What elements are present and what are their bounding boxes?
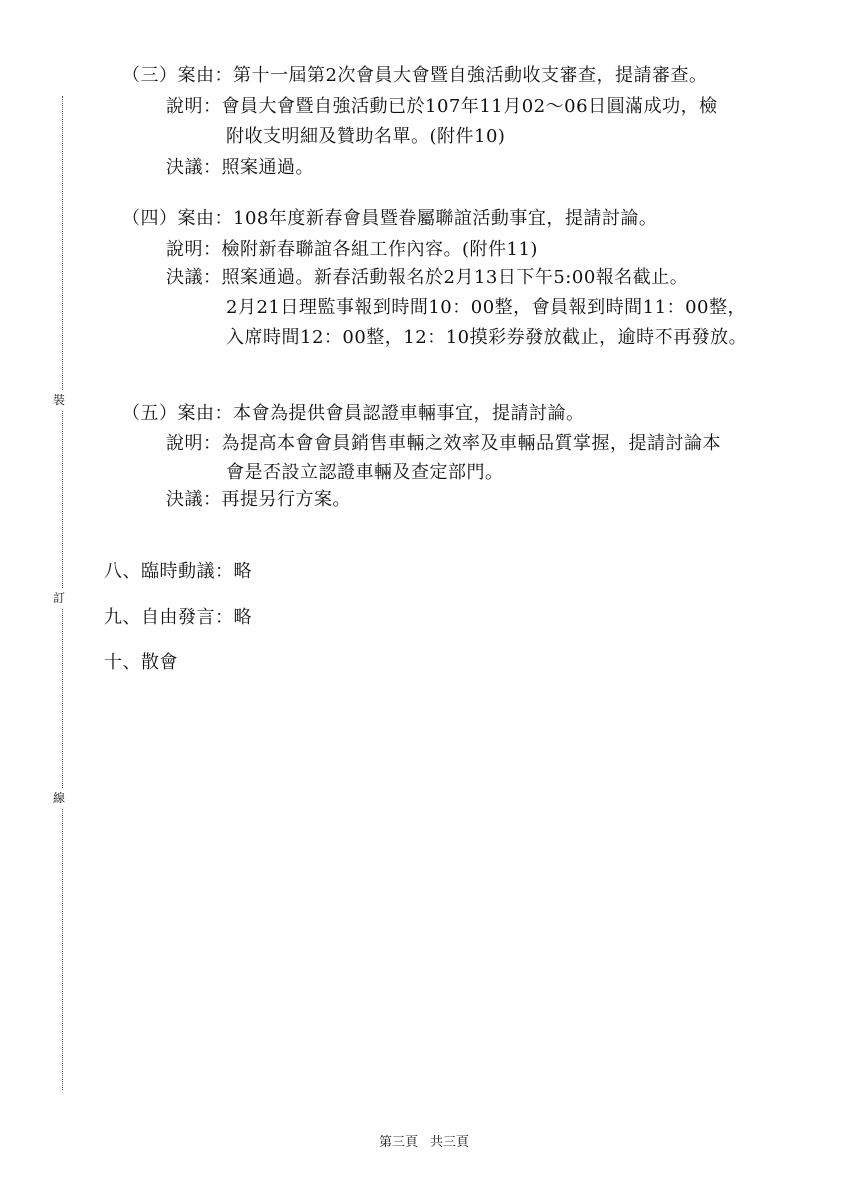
page-footer (0, 1131, 848, 1150)
item-4-subject: 108年度新春會員暨眷屬聯誼活動事宜，提請討論。 (233, 208, 658, 229)
item-5-subject-line (122, 402, 585, 426)
section-nine: 九、自由發言：略 (104, 607, 252, 628)
item-4-subject-line (122, 207, 657, 231)
item-5-decision-label: 決議： (166, 489, 222, 510)
footer-page-number: 第三頁 (378, 1135, 418, 1150)
item-4-decision-line-2: 2月21日理監事報到時間10：00整，會員報到時間11：00整， (226, 297, 746, 318)
item-5-explain-label: 說明： (166, 433, 222, 454)
item-4-decision-label: 決議： (166, 267, 222, 288)
item-5-explain-1: 為提高本會會員銷售車輛之效率及車輛品質掌握，提請討論本 (221, 433, 721, 454)
item-3-subject: 第十一屆第2次會員大會暨自強活動收支審查，提請審查。 (233, 65, 708, 86)
item-5-explain-line (166, 432, 721, 456)
binding-char-ding: 訂 (53, 588, 65, 608)
item-4-explain-label: 說明： (166, 239, 222, 260)
item-4-label: （四）案由： (122, 208, 233, 229)
item-5-decision-line (166, 488, 351, 512)
section-ten: 十、散會 (104, 652, 178, 673)
item-5-explain-line-2: 會是否設立認證車輛及查定部門。 (226, 462, 504, 483)
item-3-explain-label: 說明： (166, 96, 222, 117)
item-3-decision-label: 決議： (166, 157, 222, 178)
item-3-decision-1: 照案通過。 (221, 157, 314, 178)
item-3-explain-1: 會員大會暨自強活動已於107年11月02～06日圓滿成功，檢 (221, 96, 718, 117)
item-4-explain-line (166, 238, 538, 262)
item-3-decision-line (166, 156, 314, 180)
binding-char-zhuang: 裝 (53, 390, 65, 410)
item-5-label: （五）案由： (122, 403, 233, 424)
item-4-explain-1: 檢附新春聯誼各組工作內容。(附件11) (221, 239, 538, 260)
item-3-label: （三）案由： (122, 65, 233, 86)
item-3-subject-line (122, 64, 707, 88)
binding-char-xian: 線 (53, 788, 65, 808)
item-4-decision-line-3: 入席時間12：00整，12：10摸彩券發放截止，逾時不再發放。 (226, 327, 748, 348)
item-4-decision-line (166, 266, 688, 290)
section-eight: 八、臨時動議：略 (104, 561, 252, 582)
item-3-explain-line-2: 附收支明細及贊助名單。(附件10) (226, 126, 506, 147)
item-5-decision-1: 再提另行方案。 (221, 489, 351, 510)
item-5-subject: 本會為提供會員認證車輛事宜，提請討論。 (233, 403, 585, 424)
item-4-decision-1: 照案通過。新春活動報名於2月13日下午5:00報名截止。 (221, 267, 689, 288)
item-3-explain-line (166, 95, 718, 119)
footer-total-pages: 共三頁 (430, 1135, 470, 1150)
